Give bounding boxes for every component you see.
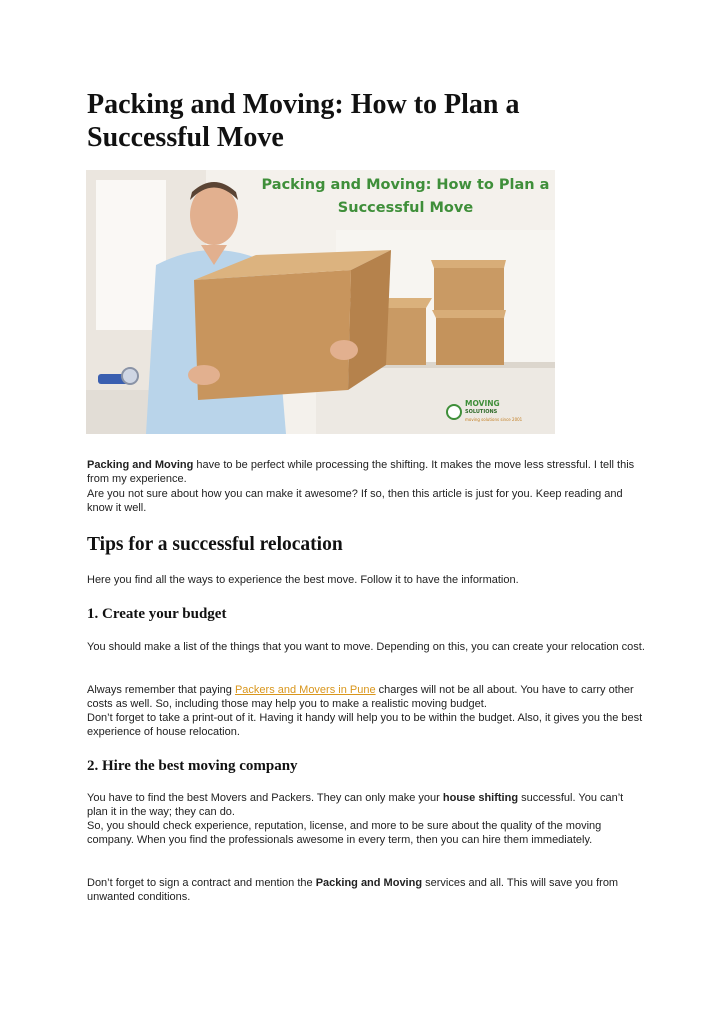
hire-p1-before: You have to find the best Movers and Packers. They can only make your	[87, 792, 443, 804]
budget-paragraph-2	[87, 683, 647, 711]
logo-tagline: moving solutions since 2001	[465, 417, 523, 422]
hero-title-line2: Successful Move	[337, 200, 474, 216]
hero-title-line1: Packing and Moving: How to Plan a	[261, 177, 550, 193]
hero-image-title	[256, 174, 555, 220]
hire-paragraph-1	[87, 791, 647, 819]
hire-p3-bold: Packing and Moving	[315, 877, 423, 889]
hire-paragraph-3	[87, 876, 647, 904]
tips-intro-text: Here you find all the ways to experience the best move. Follow it to have the information.	[87, 574, 519, 586]
hire-p3-after: services and all. This will save you from unwanted conditions.	[87, 877, 619, 903]
page-title: Packing and Moving: How to Plan a Successful Move	[87, 89, 520, 153]
budget-paragraph-3: Don’t forget to take a print-out of it. Having it handy will help you to be within the budget. Also, it gives you the best experience of house relocation.	[87, 712, 643, 738]
logo-badge-icon	[446, 404, 462, 420]
hire-p1-bold: house shifting	[442, 792, 519, 804]
hire-paragraph-2: So, you should check experience, reputation, license, and more to be sure about the quality of the moving company. When you find the professionals awesome in every term, then you can hire them immediately.	[87, 820, 602, 846]
heading-hire-company: 2. Hire the best moving company	[87, 758, 298, 774]
intro-paragraph-2: Are you not sure about how you can make it awesome? If so, then this article is just for you. Keep reading and know it well.	[87, 488, 623, 514]
heading-create-budget: 1. Create your budget	[87, 606, 227, 622]
packers-movers-pune-link[interactable]: Packers and Movers in Pune	[234, 684, 376, 696]
logo-subtitle: SOLUTIONS	[465, 409, 498, 415]
hero-image	[86, 170, 555, 434]
company-logo	[446, 398, 522, 426]
section-heading-tips: Tips for a successful relocation	[87, 534, 343, 555]
intro-rest: have to be perfect while processing the shifting. It makes the move less stressful. I tell this from my experience.	[87, 459, 635, 485]
budget-p2-before: Always remember that paying	[87, 684, 235, 696]
budget-paragraph-1: You should make a list of the things that you want to move. Depending on this, you can create your relocation cost.	[87, 641, 645, 653]
intro-paragraph-1	[87, 458, 647, 486]
logo-name: MOVING	[465, 399, 500, 408]
intro-bold: Packing and Moving	[87, 459, 194, 471]
hire-p3-before: Don’t forget to sign a contract and mention the	[87, 877, 316, 889]
hire-p1-after: successful. You can’t plan it in the way; they can do.	[87, 792, 624, 818]
budget-p2-after: charges will not be all about. You have to carry other costs as well. So, including those may help you to make a realistic moving budget.	[87, 684, 634, 710]
